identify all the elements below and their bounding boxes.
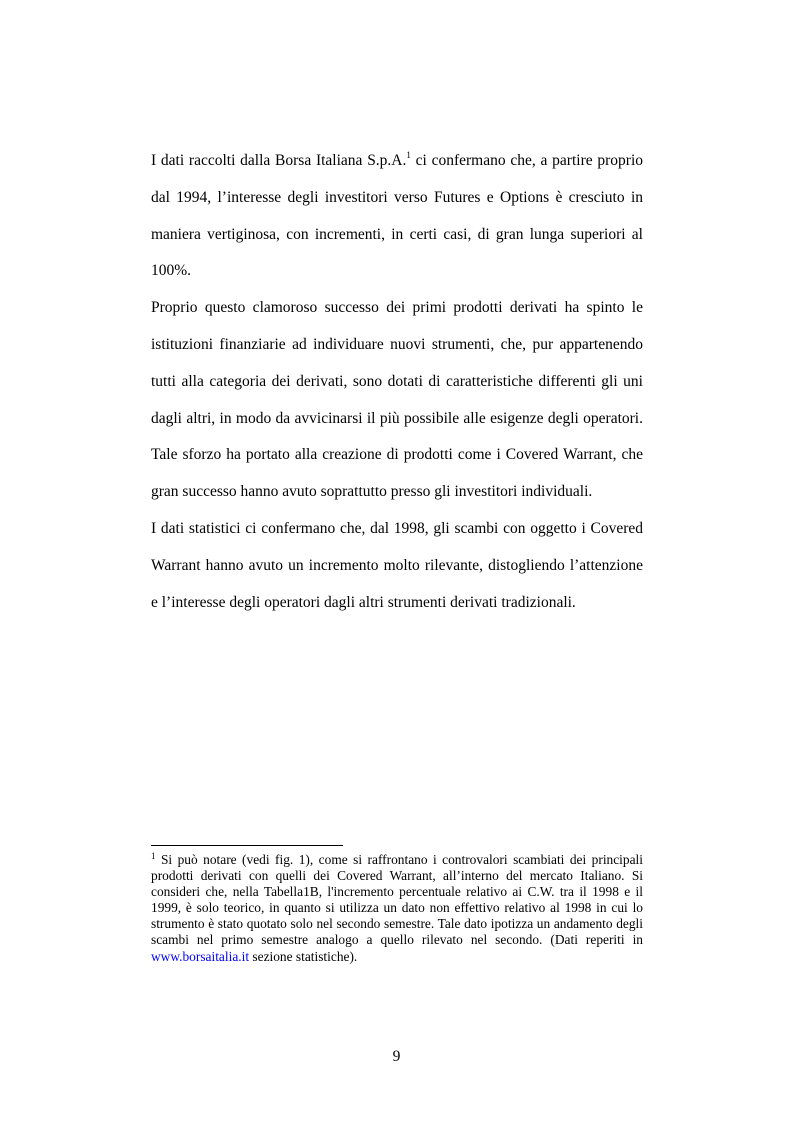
footnote-marker: 1 [151,851,156,861]
footnote-text-end: sezione statistiche). [249,948,358,964]
footnote-text: Si può notare (vedi fig. 1), come si raffrontano i controvalori scambiati dei principali prodotti derivati con quelli dei Covered Warrant, all’interno del mercato Italiano. Si consideri che, nella Tabella1B, l'incremento percentuale relativo ai C.W. tra il 1998 e il 1999, è solo teorico, in quanto si utilizza un dato non effettivo relativo al 1998 in cui lo strumento è stato quotato solo nel secondo semestre. Tale dato ipotizza un andamento degli scambi nel primo semestre analogo a quello rilevato nel secondo. (Dati reperiti in [151,852,643,948]
paragraph-1-end: ci confermano che, a partire proprio dal 1994, l’interesse degli investitori verso Futures e Options è cresciuto in maniera vertiginosa, con incrementi, in certi casi, di gran lunga superiori al 100%. [151,152,643,280]
page-number: 9 [392,1048,401,1065]
paragraph-3: I dati statistici ci confermano che, dal 1998, gli scambi con oggetto i Covered Warrant hanno avuto un incremento molto rilevante, distogliendo l’attenzione e l’interesse degli operatori dagli altri strumenti derivati tradizionali. [151,519,643,611]
footnote-reference[interactable]: 1 [406,150,411,160]
paragraph-1-start: I dati raccolti dalla Borsa Italiana S.p.A. [151,152,407,169]
footnote [151,852,643,965]
main-text [151,143,643,621]
footnote-separator [151,845,343,846]
paragraph-2: Proprio questo clamoroso successo dei primi prodotti derivati ha spinto le istituzioni finanziarie ad individuare nuovi strumenti, che, pur appartenendo tutti alla categoria dei derivati, sono dotati di caratteristiche differenti gli uni dagli altri, in modo da avvicinarsi il più possibile alle esigenze degli operatori. Tale sforzo ha portato alla creazione di prodotti come i Covered Warrant, che gran successo hanno avuto soprattutto presso gli investitori individuali. [151,299,643,501]
borsaitalia-link[interactable]: www.borsaitalia.it [151,948,250,964]
paragraph-1 [151,143,643,290]
